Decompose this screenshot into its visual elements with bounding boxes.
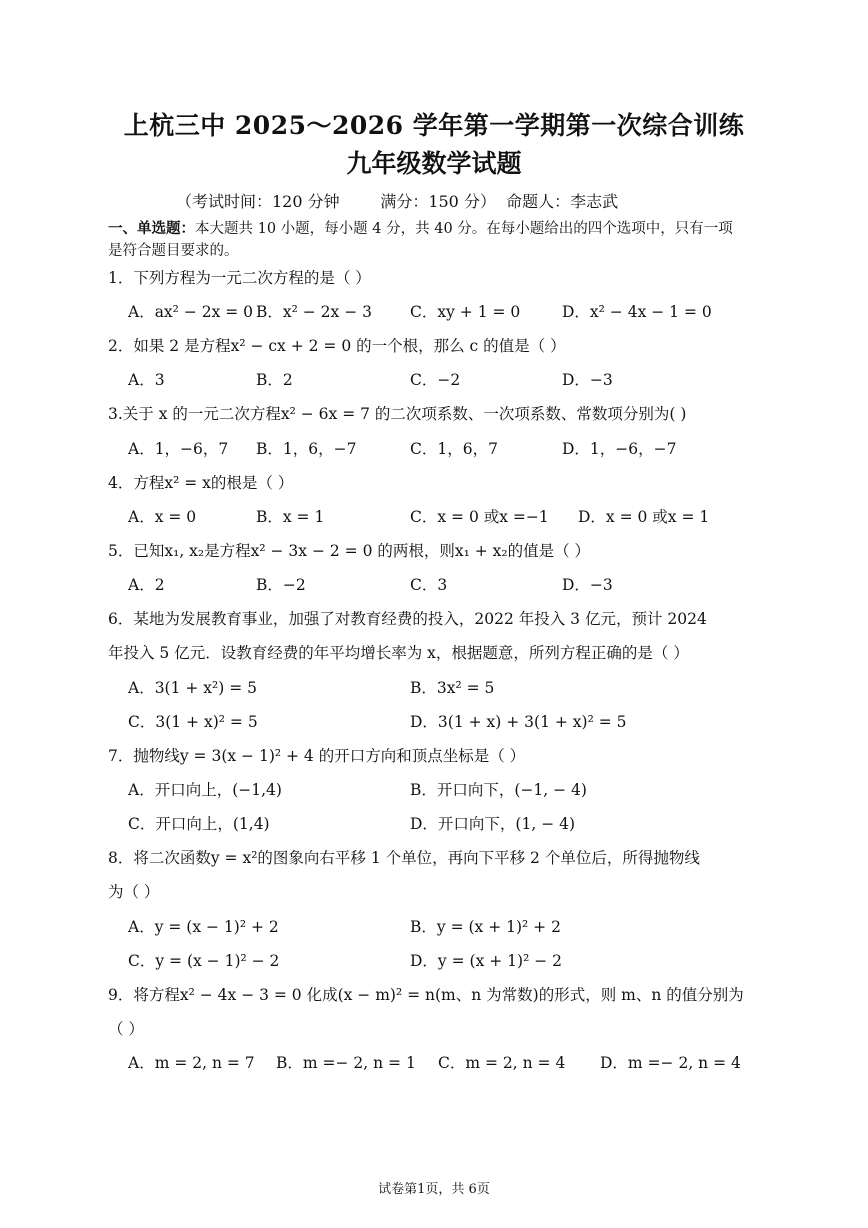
question-8-stem-line2: 为（ ） bbox=[108, 883, 160, 901]
question-6-stem-line2: 年投入 5 亿元．设教育经费的年平均增长率为 x，根据题意，所列方程正确的是（ ） bbox=[108, 644, 689, 662]
question-5-option-d: D．−3 bbox=[562, 576, 613, 594]
question-8-option-b: B．y = (x + 1)² + 2 bbox=[410, 918, 561, 936]
question-4-option-b: B．x = 1 bbox=[256, 508, 325, 526]
question-2-option-a: A．3 bbox=[128, 371, 165, 389]
question-9-stem-line2: （ ） bbox=[108, 1020, 144, 1038]
question-8-option-a: A．y = (x − 1)² + 2 bbox=[128, 918, 279, 936]
question-3-option-b: B．1，6，−7 bbox=[256, 440, 357, 458]
question-6-option-c: C．3(1 + x)² = 5 bbox=[128, 713, 258, 731]
question-1-stem: 1．下列方程为一元二次方程的是（ ） bbox=[108, 269, 371, 287]
question-3-stem: 3.关于 x 的一元二次方程x² − 6x = 7 的二次项系数、一次项系数、常数项分别为( ) bbox=[108, 405, 687, 423]
question-2-option-b: B．2 bbox=[256, 371, 293, 389]
question-6-option-a: A．3(1 + x²) = 5 bbox=[128, 679, 258, 697]
question-7-option-a: A．开口向上，(−1,4) bbox=[128, 781, 282, 799]
question-4-option-c: C．x = 0 或x =−1 bbox=[410, 508, 549, 526]
question-4-option-a: A．x = 0 bbox=[128, 508, 197, 526]
question-7-option-d: D．开口向下，(1, − 4) bbox=[410, 815, 576, 833]
question-4-stem: 4．方程x² = x的根是（ ） bbox=[108, 474, 294, 492]
instructions-line1: 本大题共 10 小题，每小题 4 分，共 40 分。在每小题给出的四个选项中，只有一项 bbox=[195, 221, 733, 237]
question-9-option-d: D．m =− 2, n = 4 bbox=[600, 1054, 741, 1072]
question-8-option-c: C．y = (x − 1)² − 2 bbox=[128, 952, 280, 970]
question-8-option-d: D．y = (x + 1)² − 2 bbox=[410, 952, 562, 970]
question-3-option-d: D．1，−6，−7 bbox=[562, 440, 677, 458]
question-4-option-d: D．x = 0 或x = 1 bbox=[578, 508, 710, 526]
question-5-option-c: C．3 bbox=[410, 576, 448, 594]
question-9-option-c: C．m = 2, n = 4 bbox=[438, 1054, 566, 1072]
section-instructions bbox=[108, 218, 768, 262]
question-2-option-c: C．−2 bbox=[410, 371, 461, 389]
question-3-option-a: A．1，−6，7 bbox=[128, 440, 229, 458]
question-8-stem-line1: 8．将二次函数y = x²的图象向右平移 1 个单位，再向下平移 2 个单位后，所得抛物线 bbox=[108, 849, 700, 867]
question-1-option-c: C．xy + 1 = 0 bbox=[410, 303, 521, 321]
question-6-stem-line1: 6．某地为发展教育事业，加强了对教育经费的投入，2022 年投入 3 亿元，预计 2024 bbox=[108, 610, 707, 628]
question-5-option-a: A．2 bbox=[128, 576, 165, 594]
question-2-stem: 2．如果 2 是方程x² − cx + 2 = 0 的一个根，那么 c 的值是（ ） bbox=[108, 337, 566, 355]
question-9-option-a: A．m = 2, n = 7 bbox=[128, 1054, 255, 1072]
question-7-option-b: B．开口向下，(−1, − 4) bbox=[410, 781, 587, 799]
question-5-stem: 5．已知x₁, x₂是方程x² − 3x − 2 = 0 的两根，则x₁ + x₂的值是（ ） bbox=[108, 542, 591, 560]
question-9-option-b: B．m =− 2, n = 1 bbox=[276, 1054, 416, 1072]
question-2-option-d: D．−3 bbox=[562, 371, 613, 389]
question-3-option-c: C．1，6，7 bbox=[410, 440, 498, 458]
question-7-option-c: C．开口向上，(1,4) bbox=[128, 815, 270, 833]
question-1-option-b: B．x² − 2x − 3 bbox=[256, 303, 372, 321]
exam-info: （考试时间：120 分钟 满分：150 分） 命题人：李志武 bbox=[176, 192, 619, 211]
question-1-option-d: D．x² − 4x − 1 = 0 bbox=[562, 303, 712, 321]
question-6-option-b: B．3x² = 5 bbox=[410, 679, 495, 697]
question-5-option-b: B．−2 bbox=[256, 576, 306, 594]
question-6-option-d: D．3(1 + x) + 3(1 + x)² = 5 bbox=[410, 713, 627, 731]
section-heading: 一、单选题： bbox=[108, 220, 195, 237]
page-footer: 试卷第1页，共 6页 bbox=[378, 1182, 490, 1197]
exam-subtitle: 九年级数学试题 bbox=[346, 149, 522, 178]
instructions-line2: 是符合题目要求的。 bbox=[108, 243, 239, 259]
question-7-stem: 7．抛物线y = 3(x − 1)² + 4 的开口方向和顶点坐标是（ ） bbox=[108, 747, 526, 765]
question-1-option-a: A．ax² − 2x = 0 bbox=[128, 303, 254, 321]
exam-title: 上杭三中 2025～2026 学年第一学期第一次综合训练 bbox=[123, 111, 745, 140]
question-9-stem-line1: 9．将方程x² − 4x − 3 = 0 化成(x − m)² = n(m、n 为常数)的形式，则 m、n 的值分别为 bbox=[108, 986, 744, 1004]
